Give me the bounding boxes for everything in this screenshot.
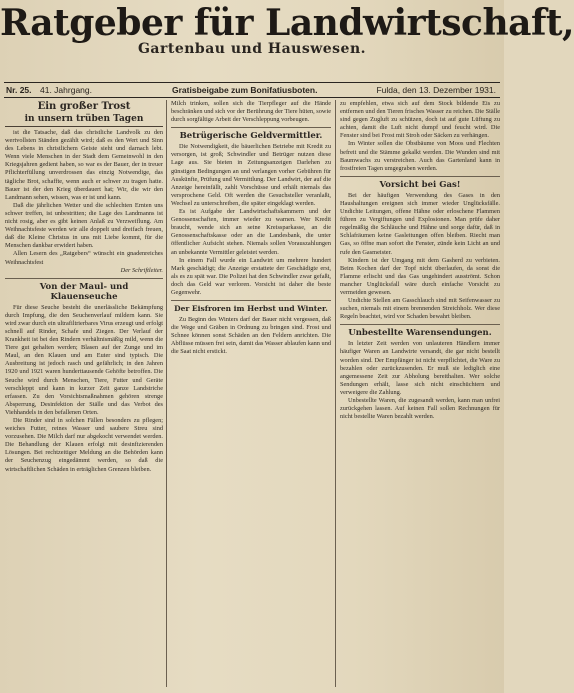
article-text: Die Rinder sind in solchen Fällen besonders zu pflegen; weiches Futter, reines Wasser und saubere Streu sind vorzusehen. Die Milch darf nur abgekocht verwendet werden. Die Behandlung der Klauen erfolgt mit desinfizierenden Lösungen. Bei rechtzeitiger Meldung an die Behörden kann der Seuchenzug eingedämmt werden, so daß die wirtschaftlichen Schäden in erträglichen Grenzen bleiben. bbox=[5, 417, 163, 473]
masthead-title: Ratgeber für Landwirtschaft, bbox=[0, 2, 574, 44]
article-text: In letzter Zeit werden von unlauteren Händlern immer häufiger Waren an Landwirte versandt, die gar nicht bestellt worden sind. Der Empfänger ist nicht verpflichtet, die Ware zu bezahlen oder zurückzusenden. Er muß sie lediglich eine angemessene Zeit zur Abholung bereithalten. Wer solche Sendungen erhält, lasse sich nicht einschüchtern und verweigere die Zahlung. bbox=[340, 340, 500, 396]
article-text: Zu Beginn des Winters darf der Bauer nicht vergessen, daß die Wege und Gräben in Ordnung zu bringen sind. Frost und Schnee können sonst Schäden an den Feldern anrichten. Die Abflüsse müssen frei sein, damit das Wasser ablaufen kann und die Saat nicht erstickt. bbox=[171, 316, 331, 356]
article-text: Bei der häufigen Verwendung des Gases in den Haushaltungen ereignen sich immer wieder Unglücksfälle. Undichte Leitungen, offene Hähne oder erloschene Flammen führen zu Vergiftungen und Explosionen. Man prüfe daher regelmäßig die Schläuche und Hähne und sorge dafür, daß in Schlafräumen keine Gasleitungen offen bleiben. Riecht man Gas, so öffne man sofort die Fenster, zünde kein Licht an und rufe den Gasmeister. bbox=[340, 191, 500, 256]
column-2 bbox=[171, 100, 331, 689]
divider bbox=[171, 127, 331, 128]
article-subheading-trost: in unsern trüben Tagen bbox=[5, 114, 163, 127]
column-rule-2 bbox=[335, 100, 336, 687]
article-signature: Der Schriftleiter. bbox=[120, 266, 163, 274]
divider bbox=[171, 300, 331, 301]
issue-supplement: Gratisbeigabe zum Bonifatiusboten. bbox=[172, 85, 318, 95]
article-text: Für diese Seuche besteht die unerlässliche Bekämpfung durch Impfung, die den Seuchenverlauf mildern kann. Sie wird zwar durch ein ultrafiltrierbares Virus erzeugt und erfolgt schnell auf Rinder, Schafe und Ziegen. Der Verlauf der Krankheit ist bei den Rindern verhältnismäßig mild, wenn die Tiere gut gehalten werden; Blasen auf der Zunge und im Maul, an den Klauen und am Euter sind typisch. Die Ausbreitung ist jedoch rasch und gefährlich; in den Jahren 1920 und 1921 waren hunderttausende Gehöfte betroffen. Die Seuche wird durch Menschen, Tiere, Futter und Geräte verschleppt und kann in kurzer Zeit ganze Landstriche erfassen. Zu den Vorsichtsmaßnahmen gehören strenge Absperrung, Desinfektion der Ställe und das Verbot des Viehhandels in den befallenen Orten. bbox=[5, 303, 163, 416]
article-text: Im Winter sollen die Obstbäume von Moos und Flechten befreit und die Stämme gekalkt werden. Die Wunden sind mit Baumwachs zu verstreichen. Auch das Gartenland kann in frostfreien Tagen umgegraben werden. bbox=[340, 140, 500, 172]
article-text: Allen Lesern des „Ratgebers“ wünscht ein gnadenreiches Weihnachtsfest bbox=[5, 250, 163, 266]
article-heading-trost: Ein großer Trost bbox=[37, 101, 131, 112]
article-text: Milch trinken, sollen sich die Tierpfleger auf die Hände beschränken und sich vor der Berührung der Tiere hüten, sowie durch sorgfältige Arbeit der Verschleppung vorbeugen. bbox=[171, 100, 331, 124]
article-text: zu empfehlen, etwa sich auf dem Stock bildende Eis zu entfernen und den Tieren frisches Wasser zu reichen. Die Ställe sind gegen Zugluft zu schützen, doch ist auf gute Lüftung zu achten, damit die Luft nicht dumpf und feucht wird. Die Fenster sind bei Frost mit Stroh oder Säcken zu verhängen. bbox=[340, 100, 500, 140]
column-rule-1 bbox=[166, 100, 167, 687]
issue-info-bar bbox=[4, 82, 500, 98]
issue-year: 41. Jahrgang. bbox=[40, 85, 92, 95]
article-heading-eisfroren: Der Eisfroren im Herbst und Winter. bbox=[174, 304, 328, 314]
divider bbox=[340, 176, 500, 177]
article-text: Unbestellte Waren, die zugesandt werden, kann man unfrei zurückgehen lassen. Auf keinen Fall sollen Rechnungen für nicht bestellte Waren bezahlt werden. bbox=[340, 397, 500, 421]
column-1 bbox=[5, 100, 163, 689]
article-heading-geldvermittler: Betrügerische Geldvermittler. bbox=[179, 131, 323, 142]
article-text: ist die Tatsache, daß das christliche Landvolk zu den wertvollsten Ständen gezählt wird; daß es den Wert und Sinn des Lebens in christlichem Geiste sieht und darnach lebt. Wenn viele Menschen in der Stadt dem Gemeinwohl in den Kriegsjahren gedient haben, so war es der Bauer, der in treuer Pflichterfüllung unverdrossen das einzig Notwendige, das tägliche Brot, schaffte, wenn auch er schwer zu tragen hatte. Bauer ist der den Krieg überdauert hat; Wir, die wir den Landmann sehen, wissen, was er ist und kann. bbox=[5, 129, 163, 201]
article-text: Es ist Aufgabe der Landwirtschaftskammern und der Genossenschaften, immer wieder zu warnen. Wer Kredit braucht, wende sich an seine Kreissparkasse, an die Genossenschaftskasse oder an die Landesbank, die unter öffentlicher Aufsicht stehen. Niemals sollen Vorauszahlungen an unbekannte Vermittler geleistet werden. bbox=[171, 208, 331, 256]
article-text: Kindern ist der Umgang mit dem Gasherd zu verbieten. Beim Kochen darf der Topf nicht überlaufen, da sonst die Flamme erlischt und das Gas ungehindert ausströmt. Schon mancher Unglücksfall wäre durch einfache Vorsicht zu vermeiden gewesen. bbox=[340, 256, 500, 296]
article-text: In einem Fall wurde ein Landwirt um mehrere hundert Mark geschädigt; die Anzeige erstattete der Geschädigte erst, als es zu spät war. Die Polizei hat den Schwindler zwar gefaßt, doch das Geld war verloren. Vorsicht ist daher die beste Gegenwehr. bbox=[171, 256, 331, 296]
divider bbox=[340, 324, 500, 325]
article-heading-seuche: Von der Maul- und Klauenseuche bbox=[39, 281, 129, 302]
issue-number: Nr. 25. bbox=[6, 85, 32, 95]
article-text: Daß die jährlichen Wetter und die schlechten Ernten uns schwer treffen, ist unbestritten; die Lage des Landmanns ist nicht rosig, aber es gibt keinen Anlaß zu Verzweiflung. Am Weihnachtsfeste werden wir alle doppelt und dreifach freuen, daß die Kleine Christus in uns mit Liebe kommt, für die Menschen dankbar erwidert haben. bbox=[5, 201, 163, 250]
masthead-subtitle: Gartenbau und Hauswesen. bbox=[137, 41, 367, 57]
issue-place-date: Fulda, den 13. Dezember 1931. bbox=[376, 85, 496, 95]
article-heading-gas: Vorsicht bei Gas! bbox=[379, 179, 461, 190]
article-text: Undichte Stellen am Gasschlauch sind mit Seifenwasser zu suchen, niemals mit einem brennenden Streichholz. Wer diese Regeln beachtet, wird vor Schaden bewahrt bleiben. bbox=[340, 297, 500, 321]
column-3 bbox=[340, 100, 500, 689]
masthead bbox=[0, 2, 574, 57]
article-heading-warensendungen: Unbestellte Warensendungen. bbox=[348, 328, 492, 339]
divider bbox=[5, 278, 163, 279]
article-text: Die Notwendigkeit, die bäuerlichen Betriebe mit Kredit zu versorgen, ist groß; Schwindler und Betrüger nutzen diese Lage aus. Sie bieten in Zeitungsanzeigen Darlehen zu günstigen Bedingungen an und verlangen vorher Gebühren für Auskünfte, Prüfung und Vermittlung. Der Landwirt, der auf die Anzeige hereinfällt, zahlt Vorschüsse und erhält niemals das versprochene Geld. Oft werden die Gesuchsteller veranlaßt, Wechsel zu unterschreiben, die später eingeklagt werden. bbox=[171, 143, 331, 207]
